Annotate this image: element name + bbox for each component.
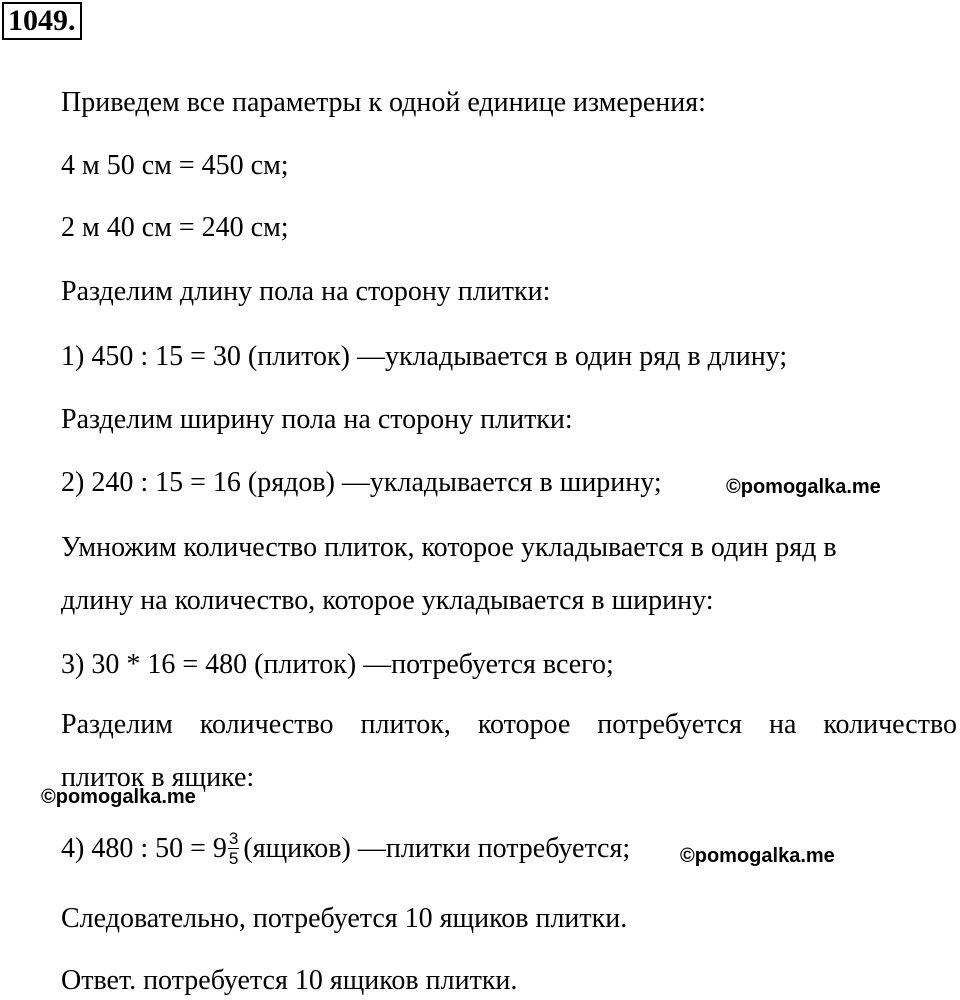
text-line-2: 4 м 50 см = 450 см;	[61, 150, 289, 181]
division-suffix: (ящиков) —плитки потребуется;	[243, 832, 631, 864]
watermark-1: ©pomogalka.me	[726, 476, 881, 498]
text-line-8: Умножим количество плиток, которое укладывается в один ряд в	[61, 532, 837, 563]
text-line-12: плиток в ящике:	[61, 762, 255, 793]
mixed-fraction	[228, 829, 239, 868]
text-line-14: Следовательно, потребуется 10 ящиков плитки.	[61, 903, 628, 934]
text-line-3: 2 м 40 см = 240 см;	[61, 212, 289, 243]
watermark-3: ©pomogalka.me	[680, 845, 835, 867]
text-line-15: Ответ. потребуется 10 ящиков плитки.	[61, 965, 518, 996]
text-line-13	[61, 831, 630, 870]
text-line-1: Приведем все параметры к одной единице измерения:	[61, 87, 706, 118]
text-line-4: Разделим длину пола на сторону плитки:	[61, 276, 551, 307]
fraction-denominator: 5	[228, 849, 239, 868]
task-number: 1049.	[2, 2, 82, 40]
text-line-11: Разделим количество плиток, которое потребуется на количество	[61, 709, 957, 740]
fraction-numerator: 3	[228, 829, 239, 848]
watermark-2: ©pomogalka.me	[41, 786, 196, 808]
text-line-7: 2) 240 : 15 = 16 (рядов) —укладывается в ширину;	[61, 467, 662, 498]
text-line-9: длину на количество, которое укладывается в ширину:	[61, 585, 714, 616]
text-line-5: 1) 450 : 15 = 30 (плиток) —укладывается в один ряд в длину;	[61, 341, 788, 372]
text-line-10: 3) 30 * 16 = 480 (плиток) —потребуется всего;	[61, 649, 614, 680]
text-line-6: Разделим ширину пола на сторону плитки:	[61, 404, 573, 435]
division-prefix: 4) 480 : 50 = 9	[61, 832, 227, 864]
